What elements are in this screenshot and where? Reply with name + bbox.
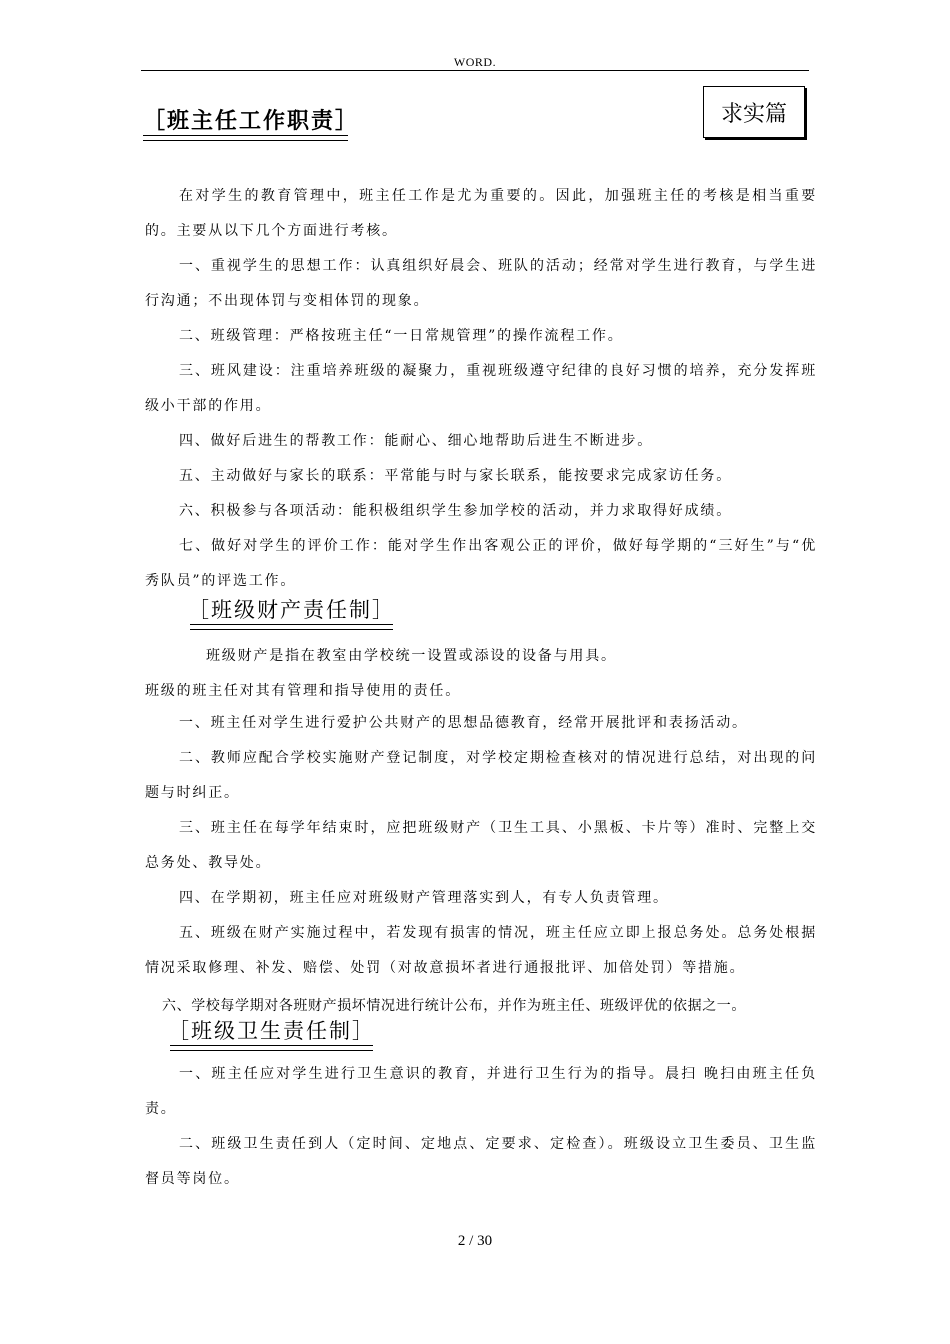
section-title-underline <box>170 1045 373 1051</box>
page-header-text: WORD. <box>453 55 497 69</box>
paragraph-item-4: 四、做好后进生的帮教工作：能耐心、细心地帮助后进生不断进步。 <box>179 433 653 449</box>
paragraph-property-item-6: 六、学校每学期对各班财产损坏情况进行统计公布，并作为班主任、班级评优的依据之一。 <box>162 998 746 1014</box>
paragraph-item-3: 三、班风建设：注重培养班级的凝聚力，重视班级遵守纪律的良好习惯的培养，充分发挥班级小干部的作用。 <box>145 363 817 414</box>
paragraph-property-item-5: 五、班级在财产实施过程中，若发现有损害的情况，班主任应立即上报总务处。总务处根据情况采取修理、补发、赔偿、处罚（对故意损坏者进行通报批评、加倍处罚）等措施。 <box>145 925 817 976</box>
section-title-underline <box>143 135 348 141</box>
header-rule <box>141 70 809 71</box>
paragraph-property-item-2: 二、教师应配合学校实施财产登记制度，对学校定期检查核对的情况进行总结，对出现的问题与时纠正。 <box>145 750 817 801</box>
section-title-underline <box>190 624 393 630</box>
paragraph-item-7: 七、做好对学生的评价工作：能对学生作出客观公正的评价，做好每学期的“三好生”与“优秀队员”的评选工作。 <box>145 538 817 589</box>
paragraph-property-intro-1: 班级财产是指在教室由学校统一设置或添设的设备与用具。 <box>206 648 617 664</box>
paragraph-property-intro-2: 班级的班主任对其有管理和指导使用的责任。 <box>145 683 461 699</box>
paragraph-item-6: 六、积极参与各项活动：能积极组织学生参加学校的活动，并力求取得好成绩。 <box>179 503 732 519</box>
section-title-hygiene: ［班级卫生责任制］ <box>168 1019 375 1043</box>
paragraph-hygiene-item-2: 二、班级卫生责任到人（定时间、定地点、定要求、定检查）。班级设立卫生委员、卫生监督员等岗位。 <box>145 1136 817 1187</box>
page-number: 2 / 30 <box>457 1233 493 1249</box>
paragraph-item-5: 五、主动做好与家长的联系：平常能与时与家长联系，能按要求完成家访任务。 <box>179 468 732 484</box>
section-title-property: ［班级财产责任制］ <box>188 598 395 622</box>
paragraph-hygiene-item-1: 一、班主任应对学生进行卫生意识的教育，并进行卫生行为的指导。晨扫 晚扫由班主任负责。 <box>145 1066 817 1117</box>
paragraph-property-item-3: 三、班主任在每学年结束时，应把班级财产（卫生工具、小黑板、卡片等）准时、完整上交总务处、教导处。 <box>145 820 817 871</box>
paragraph-property-item-1: 一、班主任对学生进行爱护公共财产的思想品德教育，经常开展批评和表扬活动。 <box>179 715 748 731</box>
paragraph-intro: 在对学生的教育管理中，班主任工作是尤为重要的。因此，加强班主任的考核是相当重要的。主要从以下几个方面进行考核。 <box>145 188 817 239</box>
section-title-teacher-duties: ［班主任工作职责］ <box>143 108 360 134</box>
paragraph-item-1: 一、重视学生的思想工作：认真组织好晨会、班队的活动；经常对学生进行教育，与学生进行沟通；不出现体罚与变相体罚的现象。 <box>145 258 817 309</box>
paragraph-item-2: 二、班级管理：严格按班主任“一日常规管理”的操作流程工作。 <box>179 328 624 344</box>
category-tag-box: 求实篇 <box>703 86 805 138</box>
paragraph-property-item-4: 四、在学期初，班主任应对班级财产管理落实到人，有专人负责管理。 <box>179 890 669 906</box>
